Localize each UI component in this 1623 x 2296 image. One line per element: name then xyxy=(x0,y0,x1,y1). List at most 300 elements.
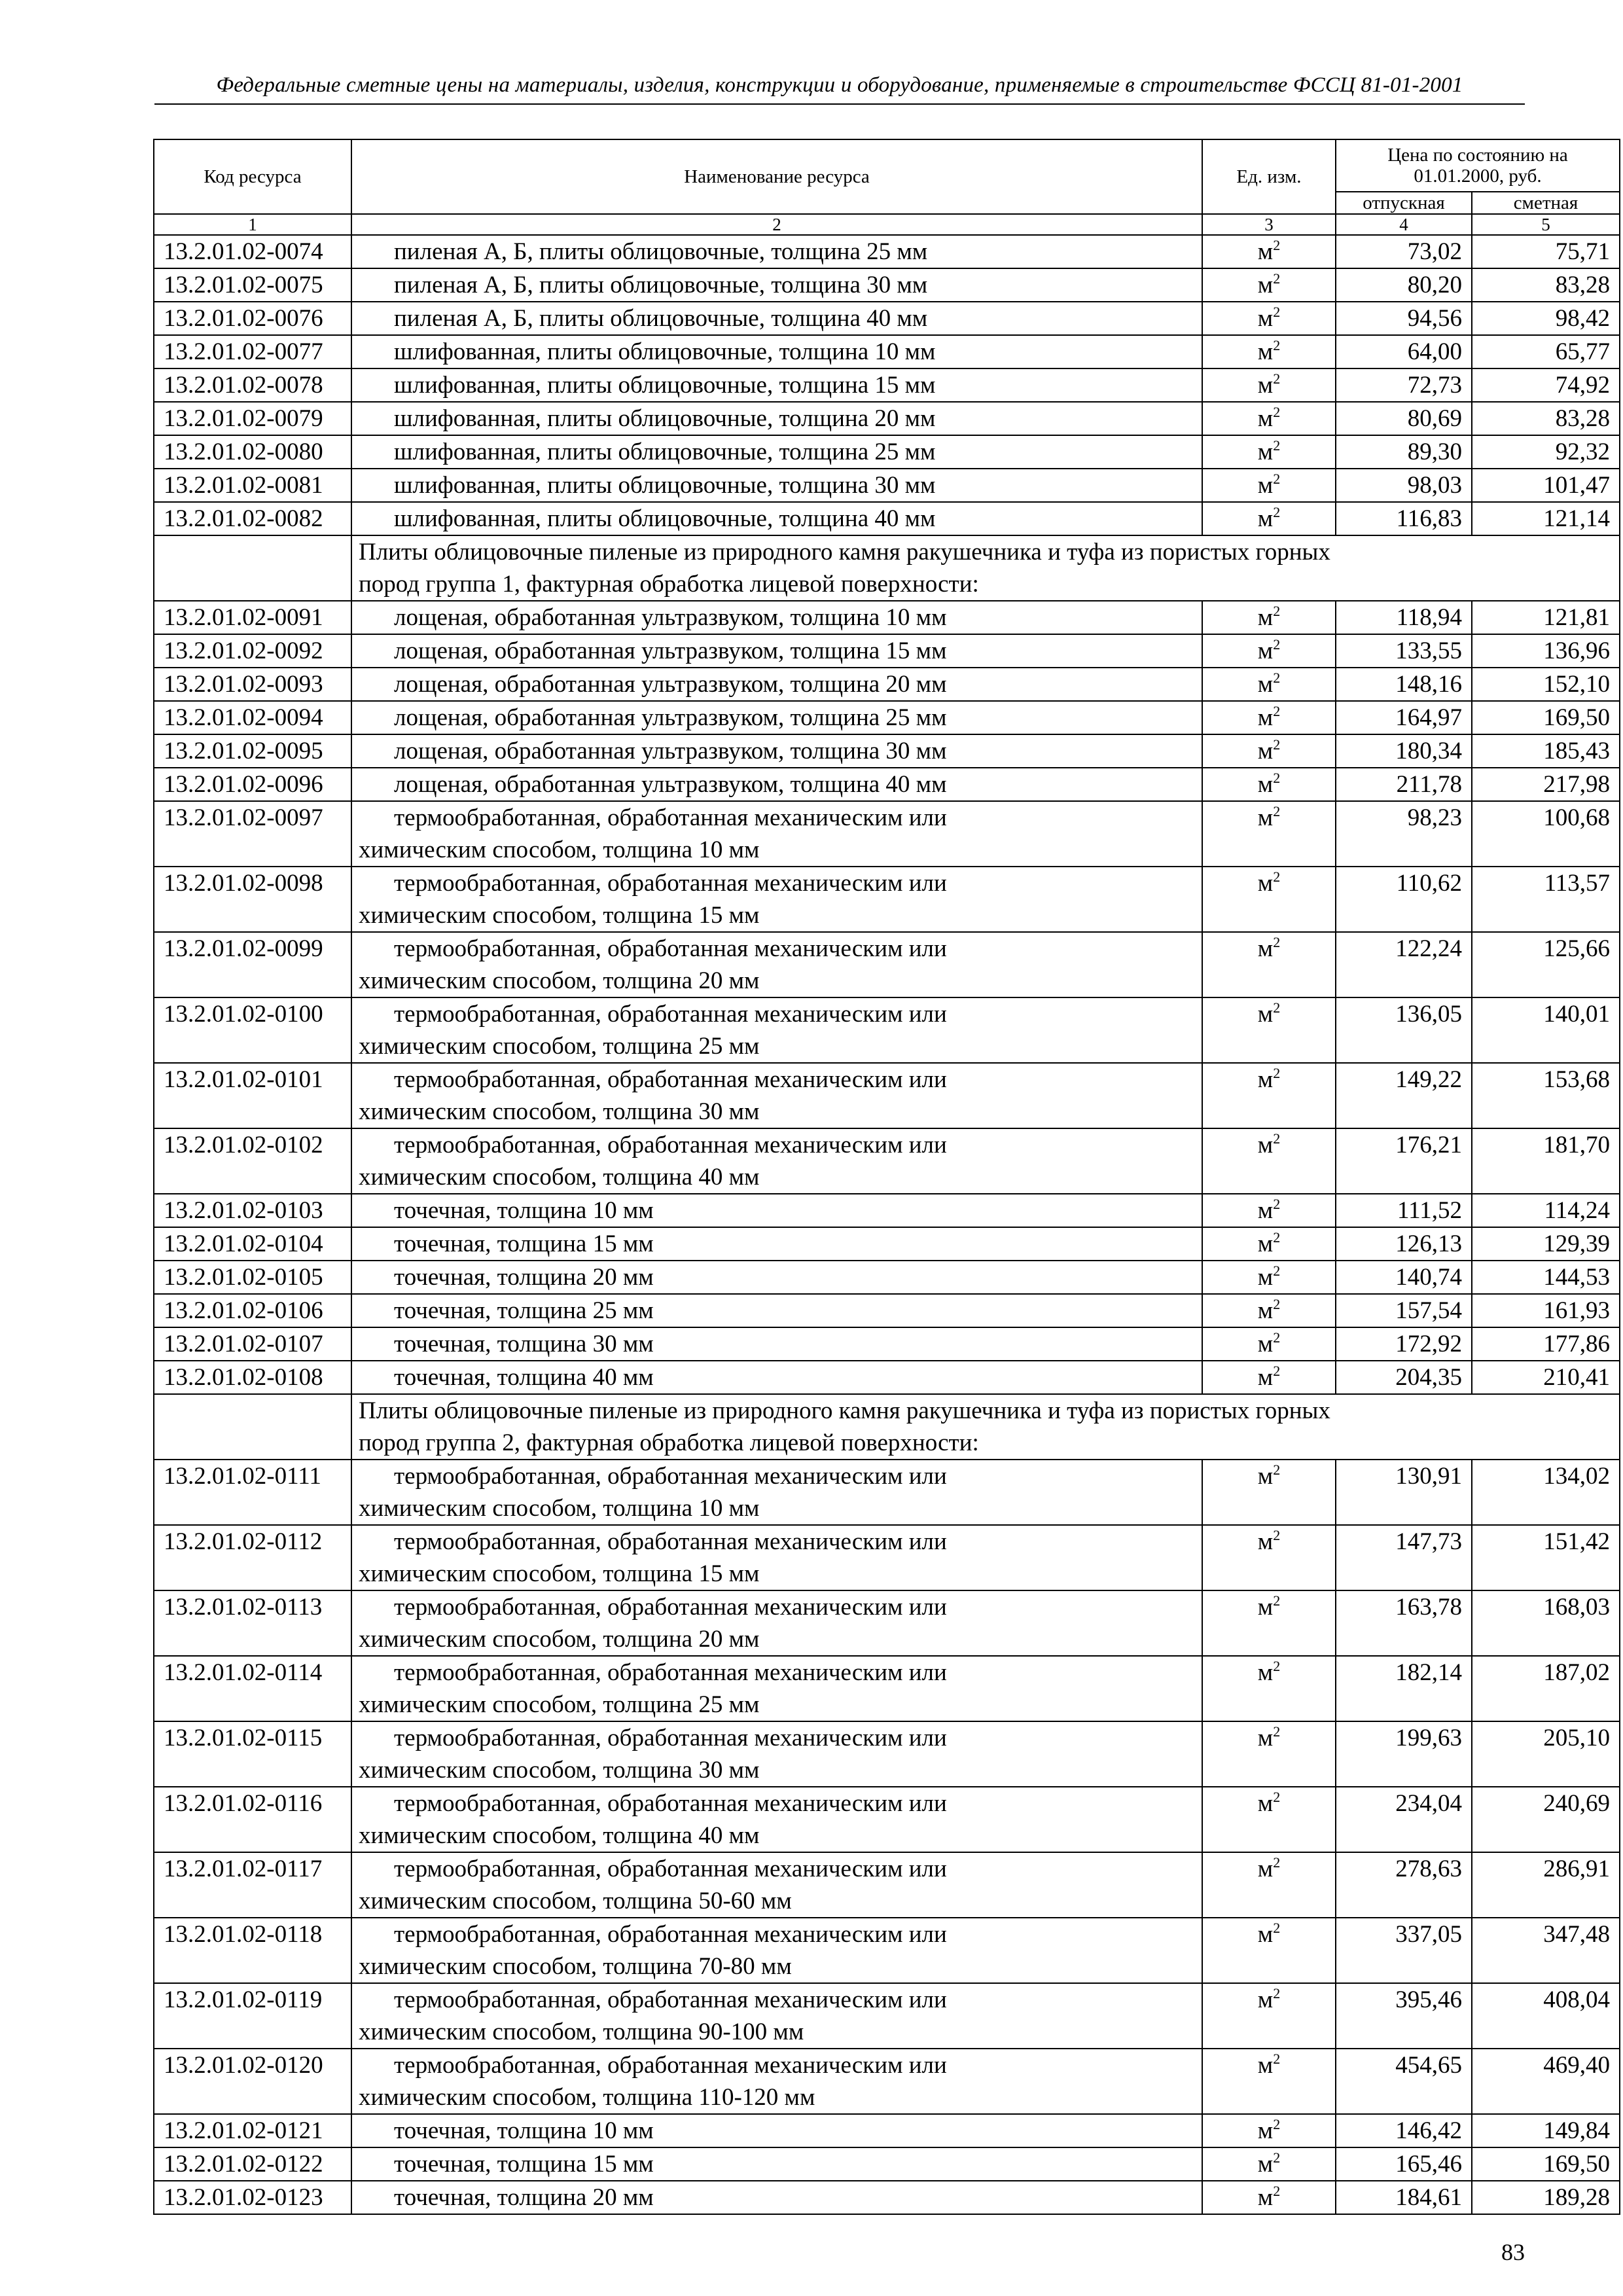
table-row xyxy=(154,1787,1620,1852)
price-release: 172,92 xyxy=(1336,1327,1472,1361)
table-row xyxy=(154,302,1620,335)
price-estimate: 347,48 xyxy=(1472,1918,1620,1983)
unit-base: м xyxy=(1257,238,1274,265)
resource-name xyxy=(351,402,1202,435)
unit-exponent: 2 xyxy=(1273,603,1281,619)
resource-code: 13.2.01.02-0092 xyxy=(154,634,351,668)
header-price-estimate: сметная xyxy=(1472,192,1620,214)
unit-of-measure xyxy=(1202,1128,1336,1194)
resource-name xyxy=(351,768,1202,801)
resource-name-line: химическим способом, толщина 10 мм xyxy=(359,1495,760,1522)
resource-code: 13.2.01.02-0107 xyxy=(154,1327,351,1361)
resource-code: 13.2.01.02-0117 xyxy=(154,1852,351,1918)
price-estimate: 149,84 xyxy=(1472,2114,1620,2147)
resource-name-text: точечная, толщина 10 мм xyxy=(394,1197,654,1224)
table-row xyxy=(154,1361,1620,1394)
unit-of-measure xyxy=(1202,634,1336,668)
group-code-empty xyxy=(154,1394,351,1460)
unit-of-measure xyxy=(1202,1852,1336,1918)
unit-base: м xyxy=(1257,338,1274,365)
table-row xyxy=(154,268,1620,302)
resource-name-line: термообработанная, обработанная механическим или xyxy=(394,1463,947,1490)
unit-of-measure xyxy=(1202,701,1336,734)
resource-name-text: лощеная, обработанная ультразвуком, толщина 25 мм xyxy=(394,704,947,731)
unit-base: м xyxy=(1257,1856,1274,1882)
price-release: 110,62 xyxy=(1336,867,1472,932)
resource-name xyxy=(351,2181,1202,2214)
resource-name xyxy=(351,1327,1202,1361)
unit-exponent: 2 xyxy=(1273,1658,1281,1674)
resource-code: 13.2.01.02-0074 xyxy=(154,235,351,268)
price-estimate: 121,81 xyxy=(1472,601,1620,634)
table-row xyxy=(154,1327,1620,1361)
unit-exponent: 2 xyxy=(1273,1723,1281,1740)
unit-of-measure xyxy=(1202,734,1336,768)
resource-name-line: химическим способом, толщина 25 мм xyxy=(359,1691,760,1718)
unit-exponent: 2 xyxy=(1273,1527,1281,1543)
price-estimate: 469,40 xyxy=(1472,2049,1620,2114)
table-row xyxy=(154,768,1620,801)
resource-name-text: точечная, толщина 40 мм xyxy=(394,1364,654,1391)
resource-name xyxy=(351,2049,1202,2114)
header-unit: Ед. изм. xyxy=(1202,139,1336,214)
table-row xyxy=(154,997,1620,1063)
unit-base: м xyxy=(1257,1659,1274,1686)
unit-exponent: 2 xyxy=(1273,2051,1281,2067)
price-release: 157,54 xyxy=(1336,1294,1472,1327)
table-row xyxy=(154,1983,1620,2049)
resource-name-line: термообработанная, обработанная механическим или xyxy=(394,1659,947,1686)
table-row xyxy=(154,601,1620,634)
unit-exponent: 2 xyxy=(1273,1329,1281,1346)
unit-of-measure xyxy=(1202,235,1336,268)
header-rule xyxy=(154,103,1525,105)
unit-base: м xyxy=(1257,1297,1274,1324)
table-row xyxy=(154,235,1620,268)
unit-of-measure xyxy=(1202,801,1336,867)
table-row xyxy=(154,1063,1620,1128)
price-estimate: 140,01 xyxy=(1472,997,1620,1063)
resource-code: 13.2.01.02-0123 xyxy=(154,2181,351,2214)
price-release: 89,30 xyxy=(1336,435,1472,469)
price-estimate: 169,50 xyxy=(1472,701,1620,734)
column-number: 3 xyxy=(1202,214,1336,235)
resource-code: 13.2.01.02-0093 xyxy=(154,668,351,701)
resource-code: 13.2.01.02-0115 xyxy=(154,1721,351,1787)
unit-of-measure xyxy=(1202,1590,1336,1656)
resource-code: 13.2.01.02-0108 xyxy=(154,1361,351,1394)
resource-name xyxy=(351,1656,1202,1721)
unit-of-measure xyxy=(1202,1656,1336,1721)
resource-code: 13.2.01.02-0116 xyxy=(154,1787,351,1852)
unit-base: м xyxy=(1257,1463,1274,1490)
resource-name-text: лощеная, обработанная ультразвуком, толщина 30 мм xyxy=(394,738,947,764)
unit-of-measure xyxy=(1202,502,1336,535)
resource-name xyxy=(351,235,1202,268)
price-release: 118,94 xyxy=(1336,601,1472,634)
unit-exponent: 2 xyxy=(1273,1920,1281,1936)
column-number: 5 xyxy=(1472,214,1620,235)
unit-of-measure xyxy=(1202,867,1336,932)
unit-exponent: 2 xyxy=(1273,934,1281,950)
price-estimate: 161,93 xyxy=(1472,1294,1620,1327)
unit-exponent: 2 xyxy=(1273,2149,1281,2166)
unit-of-measure xyxy=(1202,435,1336,469)
price-release: 73,02 xyxy=(1336,235,1472,268)
price-estimate: 74,92 xyxy=(1472,368,1620,402)
unit-exponent: 2 xyxy=(1273,1854,1281,1871)
price-release: 204,35 xyxy=(1336,1361,1472,1394)
resource-code: 13.2.01.02-0113 xyxy=(154,1590,351,1656)
resource-name xyxy=(351,302,1202,335)
price-release: 98,03 xyxy=(1336,469,1472,502)
price-estimate: 152,10 xyxy=(1472,668,1620,701)
resource-name-line: химическим способом, толщина 50-60 мм xyxy=(359,1888,792,1914)
unit-exponent: 2 xyxy=(1273,504,1281,520)
unit-exponent: 2 xyxy=(1273,803,1281,819)
resource-code: 13.2.01.02-0081 xyxy=(154,469,351,502)
unit-base: м xyxy=(1257,1331,1274,1357)
running-header: Федеральные сметные цены на материалы, изделия, конструкции и оборудование, применяемые в строительстве ФССЦ 81-01-2001 xyxy=(216,73,1463,97)
table-row xyxy=(154,1656,1620,1721)
resource-name-line: термообработанная, обработанная механическим или xyxy=(394,1132,947,1158)
price-release: 80,69 xyxy=(1336,402,1472,435)
header-price-group: Цена по состоянию на 01.01.2000, руб. xyxy=(1336,139,1620,192)
unit-exponent: 2 xyxy=(1273,869,1281,885)
resource-name xyxy=(351,469,1202,502)
unit-base: м xyxy=(1257,637,1274,664)
table-row xyxy=(154,1194,1620,1227)
resource-name-line: термообработанная, обработанная механическим или xyxy=(394,1528,947,1555)
resource-name xyxy=(351,1983,1202,2049)
resource-name xyxy=(351,1227,1202,1261)
resource-code: 13.2.01.02-0120 xyxy=(154,2049,351,2114)
group-title xyxy=(351,1394,1620,1460)
resource-name-line: термообработанная, обработанная механическим или xyxy=(394,1594,947,1621)
resource-name xyxy=(351,1460,1202,1525)
table-row xyxy=(154,1227,1620,1261)
table-row xyxy=(154,2114,1620,2147)
price-release: 180,34 xyxy=(1336,734,1472,768)
unit-exponent: 2 xyxy=(1273,437,1281,454)
table-row xyxy=(154,402,1620,435)
unit-base: м xyxy=(1257,1921,1274,1948)
resource-name-line: химическим способом, толщина 20 мм xyxy=(359,967,760,994)
table-row xyxy=(154,2049,1620,2114)
price-estimate: 153,68 xyxy=(1472,1063,1620,1128)
price-release: 184,61 xyxy=(1336,2181,1472,2214)
resource-name-text: шлифованная, плиты облицовочные, толщина 40 мм xyxy=(394,505,936,532)
table-row xyxy=(154,1590,1620,1656)
unit-of-measure xyxy=(1202,768,1336,801)
price-release: 147,73 xyxy=(1336,1525,1472,1590)
resource-name xyxy=(351,1361,1202,1394)
unit-base: м xyxy=(1257,1790,1274,1817)
resource-name-text: точечная, толщина 30 мм xyxy=(394,1331,654,1357)
table-row xyxy=(154,1525,1620,1590)
resource-name xyxy=(351,2114,1202,2147)
table-row xyxy=(154,1721,1620,1787)
resource-name-line: химическим способом, толщина 70-80 мм xyxy=(359,1953,792,1980)
resource-name-line: химическим способом, толщина 25 мм xyxy=(359,1033,760,1060)
resource-code: 13.2.01.02-0075 xyxy=(154,268,351,302)
unit-of-measure xyxy=(1202,1460,1336,1525)
resource-name-text: лощеная, обработанная ультразвуком, толщина 15 мм xyxy=(394,637,947,664)
resource-name xyxy=(351,668,1202,701)
price-estimate: 125,66 xyxy=(1472,932,1620,997)
unit-exponent: 2 xyxy=(1273,370,1281,387)
unit-base: м xyxy=(1257,2052,1274,2079)
column-number: 2 xyxy=(351,214,1202,235)
unit-of-measure xyxy=(1202,1787,1336,1852)
price-estimate: 205,10 xyxy=(1472,1721,1620,1787)
price-estimate: 100,68 xyxy=(1472,801,1620,867)
resource-name xyxy=(351,1787,1202,1852)
resource-name-line: химическим способом, толщина 40 мм xyxy=(359,1164,760,1191)
resource-name-line: термообработанная, обработанная механическим или xyxy=(394,870,947,897)
unit-exponent: 2 xyxy=(1273,736,1281,753)
resource-name-line: химическим способом, толщина 10 мм xyxy=(359,836,760,863)
resource-name xyxy=(351,268,1202,302)
unit-of-measure xyxy=(1202,1261,1336,1294)
unit-exponent: 2 xyxy=(1273,1263,1281,1279)
resource-code: 13.2.01.02-0106 xyxy=(154,1294,351,1327)
unit-base: м xyxy=(1257,935,1274,962)
table-row xyxy=(154,1918,1620,1983)
resource-name xyxy=(351,734,1202,768)
price-release: 163,78 xyxy=(1336,1590,1472,1656)
unit-exponent: 2 xyxy=(1273,670,1281,686)
unit-base: м xyxy=(1257,2151,1274,2178)
resource-name-line: химическим способом, толщина 110-120 мм xyxy=(359,2084,815,2111)
resource-name xyxy=(351,435,1202,469)
unit-base: м xyxy=(1257,1986,1274,2013)
unit-of-measure xyxy=(1202,1327,1336,1361)
resource-name-line: термообработанная, обработанная механическим или xyxy=(394,935,947,962)
resource-code: 13.2.01.02-0099 xyxy=(154,932,351,997)
price-release: 72,73 xyxy=(1336,368,1472,402)
price-estimate: 92,32 xyxy=(1472,435,1620,469)
price-release: 148,16 xyxy=(1336,668,1472,701)
resource-name xyxy=(351,1063,1202,1128)
price-estimate: 75,71 xyxy=(1472,235,1620,268)
unit-base: м xyxy=(1257,604,1274,631)
unit-of-measure xyxy=(1202,2147,1336,2181)
table-row xyxy=(154,932,1620,997)
resource-name xyxy=(351,1590,1202,1656)
table-row xyxy=(154,668,1620,701)
group-title-line: пород группа 2, фактурная обработка лицевой поверхности: xyxy=(359,1429,979,1456)
table-row xyxy=(154,701,1620,734)
price-release: 176,21 xyxy=(1336,1128,1472,1194)
resource-code: 13.2.01.02-0104 xyxy=(154,1227,351,1261)
price-release: 199,63 xyxy=(1336,1721,1472,1787)
unit-of-measure xyxy=(1202,268,1336,302)
resource-name-text: шлифованная, плиты облицовочные, толщина 10 мм xyxy=(394,338,936,365)
resource-name-line: химическим способом, толщина 15 мм xyxy=(359,1560,760,1587)
resource-name xyxy=(351,601,1202,634)
unit-base: м xyxy=(1257,771,1274,798)
price-estimate: 408,04 xyxy=(1472,1983,1620,2049)
unit-base: м xyxy=(1257,704,1274,731)
resource-code: 13.2.01.02-0095 xyxy=(154,734,351,768)
price-release: 164,97 xyxy=(1336,701,1472,734)
unit-base: м xyxy=(1257,738,1274,764)
price-table xyxy=(153,139,1620,2215)
unit-of-measure xyxy=(1202,668,1336,701)
unit-exponent: 2 xyxy=(1273,1462,1281,1478)
unit-exponent: 2 xyxy=(1273,237,1281,253)
unit-of-measure xyxy=(1202,1983,1336,2049)
price-estimate: 286,91 xyxy=(1472,1852,1620,1918)
price-estimate: 136,96 xyxy=(1472,634,1620,668)
unit-of-measure xyxy=(1202,335,1336,368)
price-release: 165,46 xyxy=(1336,2147,1472,2181)
group-header-row xyxy=(154,535,1620,601)
price-estimate: 83,28 xyxy=(1472,402,1620,435)
unit-of-measure xyxy=(1202,997,1336,1063)
unit-base: м xyxy=(1257,1364,1274,1391)
resource-code: 13.2.01.02-0111 xyxy=(154,1460,351,1525)
unit-of-measure xyxy=(1202,932,1336,997)
unit-base: м xyxy=(1257,1132,1274,1158)
resource-code: 13.2.01.02-0098 xyxy=(154,867,351,932)
resource-code: 13.2.01.02-0076 xyxy=(154,302,351,335)
unit-exponent: 2 xyxy=(1273,1789,1281,1805)
unit-base: м xyxy=(1257,272,1274,298)
price-release: 98,23 xyxy=(1336,801,1472,867)
unit-exponent: 2 xyxy=(1273,404,1281,420)
unit-exponent: 2 xyxy=(1273,1196,1281,1212)
price-estimate: 114,24 xyxy=(1472,1194,1620,1227)
unit-of-measure xyxy=(1202,1194,1336,1227)
table-row xyxy=(154,1460,1620,1525)
unit-of-measure xyxy=(1202,1918,1336,1983)
price-release: 146,42 xyxy=(1336,2114,1472,2147)
unit-base: м xyxy=(1257,372,1274,399)
resource-name xyxy=(351,867,1202,932)
resource-name xyxy=(351,1721,1202,1787)
table-row xyxy=(154,634,1620,668)
price-release: 136,05 xyxy=(1336,997,1472,1063)
unit-base: м xyxy=(1257,472,1274,499)
table-row xyxy=(154,1128,1620,1194)
unit-base: м xyxy=(1257,505,1274,532)
resource-name-line: химическим способом, толщина 15 мм xyxy=(359,902,760,929)
group-code-empty xyxy=(154,535,351,601)
price-estimate: 129,39 xyxy=(1472,1227,1620,1261)
resource-code: 13.2.01.02-0078 xyxy=(154,368,351,402)
group-title-line: пород группа 1, фактурная обработка лицевой поверхности: xyxy=(359,571,979,598)
price-estimate: 210,41 xyxy=(1472,1361,1620,1394)
resource-name-line: химическим способом, толщина 30 мм xyxy=(359,1098,760,1125)
unit-exponent: 2 xyxy=(1273,2183,1281,2199)
column-number: 1 xyxy=(154,214,351,235)
price-release: 80,20 xyxy=(1336,268,1472,302)
unit-base: м xyxy=(1257,405,1274,432)
resource-code: 13.2.01.02-0096 xyxy=(154,768,351,801)
price-estimate: 101,47 xyxy=(1472,469,1620,502)
resource-name xyxy=(351,1294,1202,1327)
table-row xyxy=(154,335,1620,368)
unit-base: м xyxy=(1257,1725,1274,1751)
resource-code: 13.2.01.02-0097 xyxy=(154,801,351,867)
resource-code: 13.2.01.02-0122 xyxy=(154,2147,351,2181)
resource-name xyxy=(351,1194,1202,1227)
resource-code: 13.2.01.02-0103 xyxy=(154,1194,351,1227)
price-release: 395,46 xyxy=(1336,1983,1472,2049)
price-estimate: 189,28 xyxy=(1472,2181,1620,2214)
unit-base: м xyxy=(1257,1230,1274,1257)
price-release: 64,00 xyxy=(1336,335,1472,368)
resource-name-text: шлифованная, плиты облицовочные, толщина 20 мм xyxy=(394,405,936,432)
resource-name-text: шлифованная, плиты облицовочные, толщина 30 мм xyxy=(394,472,936,499)
resource-code: 13.2.01.02-0114 xyxy=(154,1656,351,1721)
resource-code: 13.2.01.02-0079 xyxy=(154,402,351,435)
price-release: 116,83 xyxy=(1336,502,1472,535)
unit-of-measure xyxy=(1202,1294,1336,1327)
resource-code: 13.2.01.02-0091 xyxy=(154,601,351,634)
table-row xyxy=(154,867,1620,932)
unit-exponent: 2 xyxy=(1273,304,1281,320)
table-row xyxy=(154,1852,1620,1918)
resource-name-text: лощеная, обработанная ультразвуком, толщина 20 мм xyxy=(394,671,947,698)
header-code: Код ресурса xyxy=(154,139,351,214)
price-estimate: 185,43 xyxy=(1472,734,1620,768)
unit-exponent: 2 xyxy=(1273,999,1281,1016)
unit-base: м xyxy=(1257,1066,1274,1093)
price-estimate: 144,53 xyxy=(1472,1261,1620,1294)
unit-of-measure xyxy=(1202,1721,1336,1787)
resource-name-line: термообработанная, обработанная механическим или xyxy=(394,1856,947,1882)
resource-name xyxy=(351,1261,1202,1294)
resource-name xyxy=(351,1918,1202,1983)
price-estimate: 83,28 xyxy=(1472,268,1620,302)
unit-base: м xyxy=(1257,305,1274,332)
unit-base: м xyxy=(1257,1528,1274,1555)
unit-of-measure xyxy=(1202,469,1336,502)
price-release: 130,91 xyxy=(1336,1460,1472,1525)
header-price-release: отпускная xyxy=(1336,192,1472,214)
price-release: 111,52 xyxy=(1336,1194,1472,1227)
resource-name-line: химическим способом, толщина 30 мм xyxy=(359,1757,760,1784)
resource-name-line: химическим способом, толщина 90-100 мм xyxy=(359,2018,804,2045)
resource-name xyxy=(351,997,1202,1063)
resource-name-line: термообработанная, обработанная механическим или xyxy=(394,2052,947,2079)
unit-base: м xyxy=(1257,1197,1274,1224)
resource-name xyxy=(351,1525,1202,1590)
price-estimate: 217,98 xyxy=(1472,768,1620,801)
resource-name-line: термообработанная, обработанная механическим или xyxy=(394,1725,947,1751)
resource-code: 13.2.01.02-0105 xyxy=(154,1261,351,1294)
unit-of-measure xyxy=(1202,1525,1336,1590)
resource-code: 13.2.01.02-0080 xyxy=(154,435,351,469)
resource-code: 13.2.01.02-0118 xyxy=(154,1918,351,1983)
table-row xyxy=(154,435,1620,469)
unit-exponent: 2 xyxy=(1273,703,1281,719)
resource-code: 13.2.01.02-0102 xyxy=(154,1128,351,1194)
price-release: 182,14 xyxy=(1336,1656,1472,1721)
resource-name-line: термообработанная, обработанная механическим или xyxy=(394,1921,947,1948)
unit-of-measure xyxy=(1202,1227,1336,1261)
unit-of-measure xyxy=(1202,2114,1336,2147)
unit-exponent: 2 xyxy=(1273,1985,1281,2001)
unit-exponent: 2 xyxy=(1273,1065,1281,1081)
price-release: 337,05 xyxy=(1336,1918,1472,1983)
unit-exponent: 2 xyxy=(1273,1363,1281,1379)
price-estimate: 65,77 xyxy=(1472,335,1620,368)
column-number: 4 xyxy=(1336,214,1472,235)
